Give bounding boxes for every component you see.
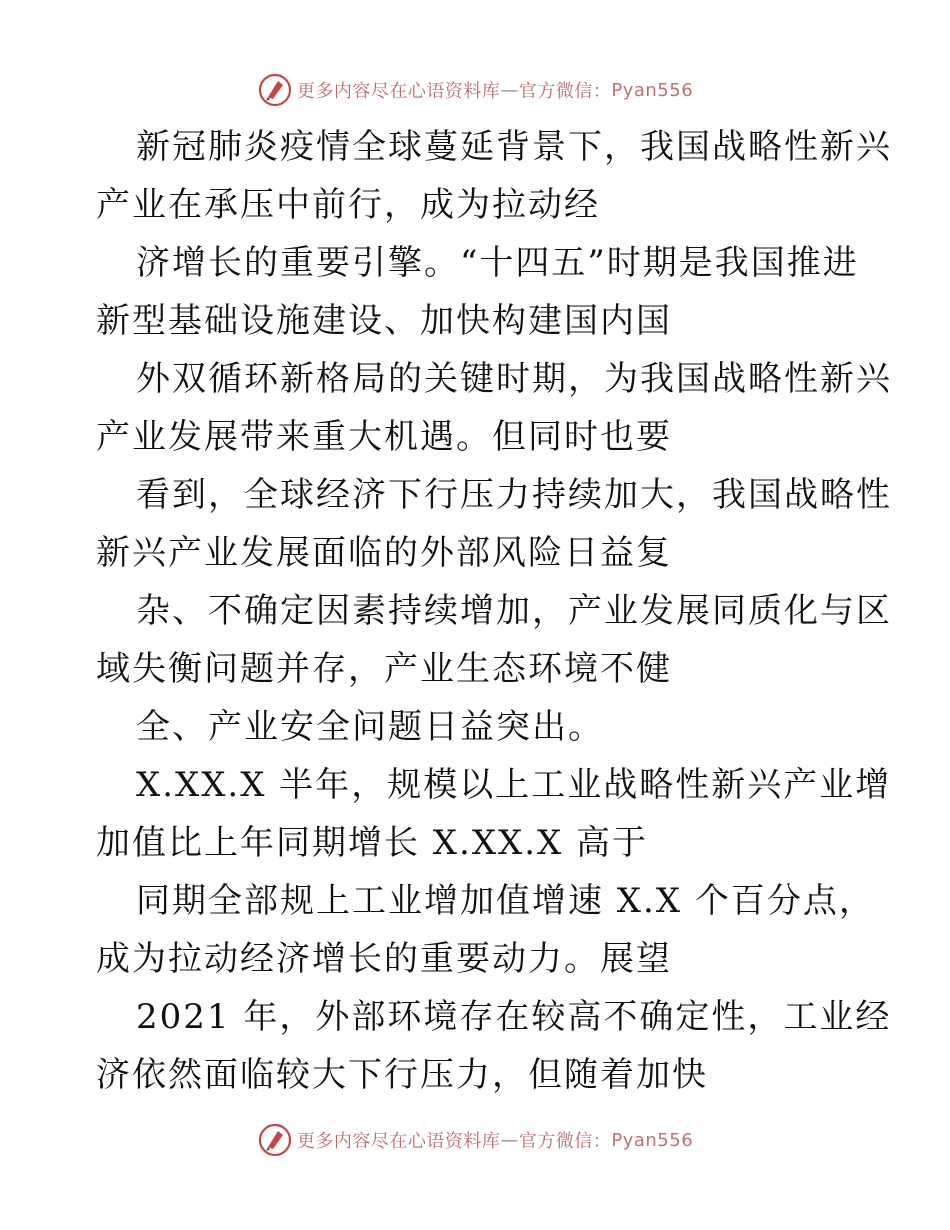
paragraph-line: 新冠肺炎疫情全球蔓延背景下，我国战略性新兴 — [136, 127, 892, 167]
paragraph-line: 济增长的重要引擎。“十四五”时期是我国推进 — [136, 243, 859, 283]
paragraph-1 — [96, 118, 892, 234]
paragraph-5 — [96, 582, 892, 698]
header-watermark — [0, 70, 950, 110]
paragraph-8 — [96, 872, 875, 988]
watermark-label: 官方微信： — [518, 81, 612, 102]
paragraph-line: 产业在承压中前行，成为拉动经 — [96, 185, 600, 225]
paragraph-line: 新型基础设施建设、加快构建国内国 — [96, 301, 672, 341]
paragraph-line: 全、产业安全问题日益突出。 — [136, 707, 604, 747]
paragraph-6 — [96, 698, 856, 756]
paragraph-9 — [96, 988, 892, 1104]
watermark-separator: — — [500, 1129, 519, 1151]
footer-watermark — [0, 1120, 950, 1160]
watermark-separator: — — [500, 79, 519, 101]
paragraph-line: 2021 年，外部环境存在较高不确定性，工业经 — [136, 997, 892, 1037]
document-body — [96, 118, 892, 1104]
paragraph-3 — [96, 350, 892, 466]
watermark-wechat-id: Pyan556 — [611, 1129, 694, 1151]
paragraph-7 — [96, 756, 892, 872]
watermark-text: 更多内容尽在心语资料库 — [296, 81, 501, 102]
paragraph-line: 看到，全球经济下行压力持续加大，我国战略性 — [136, 475, 892, 515]
paragraph-line: 新兴产业发展面临的外部风险日益复 — [96, 533, 672, 573]
pen-nib-logo-icon — [257, 72, 293, 108]
paragraph-line: X.XX.X 半年，规模以上工业战略性新兴产业增 — [136, 765, 892, 805]
paragraph-line: 域失衡问题并存，产业生态环境不健 — [96, 649, 672, 689]
watermark-text: 更多内容尽在心语资料库 — [296, 1131, 501, 1152]
paragraph-line: 加值比上年同期增长 X.XX.X 高于 — [96, 823, 649, 863]
paragraph-2 — [96, 234, 859, 350]
paragraph-line: 同期全部规上工业增加值增速 X.X 个百分点， — [136, 881, 875, 921]
paragraph-line: 成为拉动经济增长的重要动力。展望 — [96, 939, 672, 979]
paragraph-line: 济依然面临较大下行压力，但随着加快 — [96, 1055, 708, 1095]
paragraph-4 — [96, 466, 892, 582]
watermark-label: 官方微信： — [518, 1131, 612, 1152]
paragraph-line: 外双循环新格局的关键时期，为我国战略性新兴 — [136, 359, 892, 399]
paragraph-line: 产业发展带来重大机遇。但同时也要 — [96, 417, 672, 457]
watermark-wechat-id: Pyan556 — [611, 79, 694, 101]
paragraph-line: 杂、不确定因素持续增加，产业发展同质化与区 — [136, 591, 892, 631]
pen-nib-logo-icon — [257, 1122, 293, 1158]
